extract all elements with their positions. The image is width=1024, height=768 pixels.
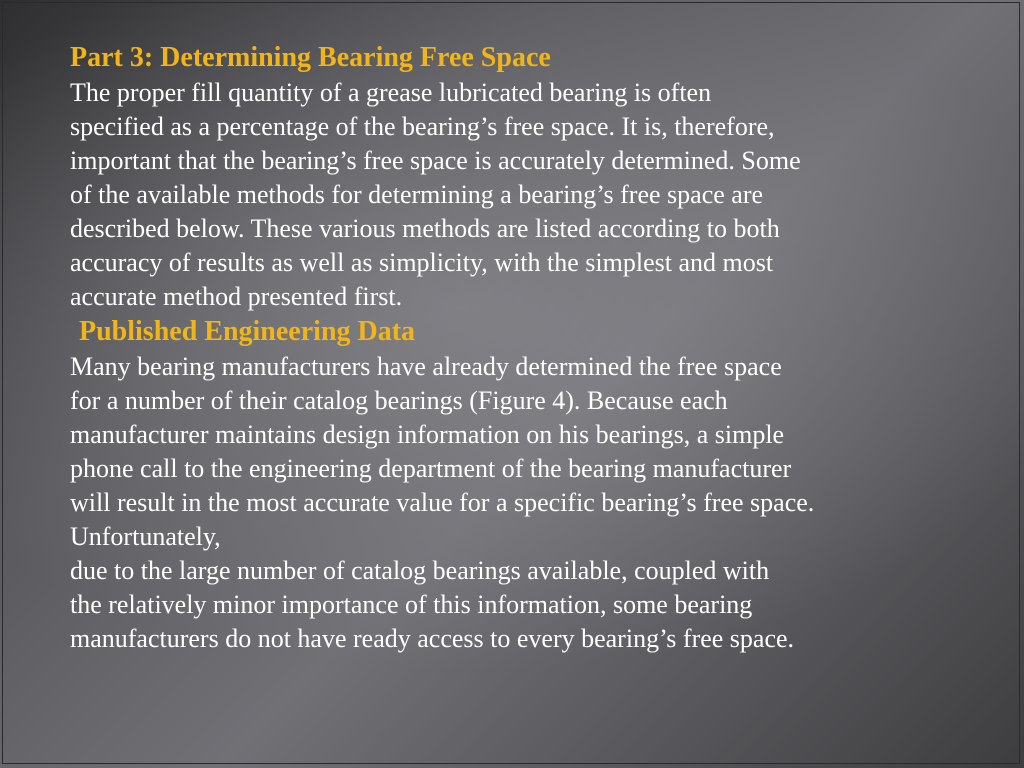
section-line: manufacturers do not have ready access to every bearing’s free space. [70,624,795,653]
section-line: the relatively minor importance of this information, some bearing [70,590,753,619]
intro-line: described below. These various methods are listed according to both [70,214,780,243]
intro-line: of the available methods for determining a bearing’s free space are [70,180,764,209]
intro-line: The proper fill quantity of a grease lubricated bearing is often [70,78,712,107]
section-paragraph [70,350,970,656]
section-line: manufacturer maintains design information on his bearings, a simple [70,420,785,449]
section-line: phone call to the engineering department of the bearing manufacturer [70,454,792,483]
section-subheading: Published Engineering Data [79,316,416,347]
section-line: Unfortunately, [70,522,221,551]
intro-line: specified as a percentage of the bearing’s free space. It is, therefore, [70,112,775,141]
section-line: for a number of their catalog bearings (Figure 4). Because each [70,386,728,415]
section-line: due to the large number of catalog bearings available, coupled with [70,556,770,585]
section-line: Many bearing manufacturers have already determined the free space [70,352,782,381]
slide-title: Part 3: Determining Bearing Free Space [70,42,551,73]
intro-line: accurate method presented first. [70,282,403,311]
slide-content [70,40,970,656]
intro-line: important that the bearing’s free space is accurately determined. Some [70,146,801,175]
section-line: will result in the most accurate value for a specific bearing’s free space. [70,488,815,517]
intro-line: accuracy of results as well as simplicity, with the simplest and most [70,248,774,277]
intro-paragraph [70,76,970,314]
